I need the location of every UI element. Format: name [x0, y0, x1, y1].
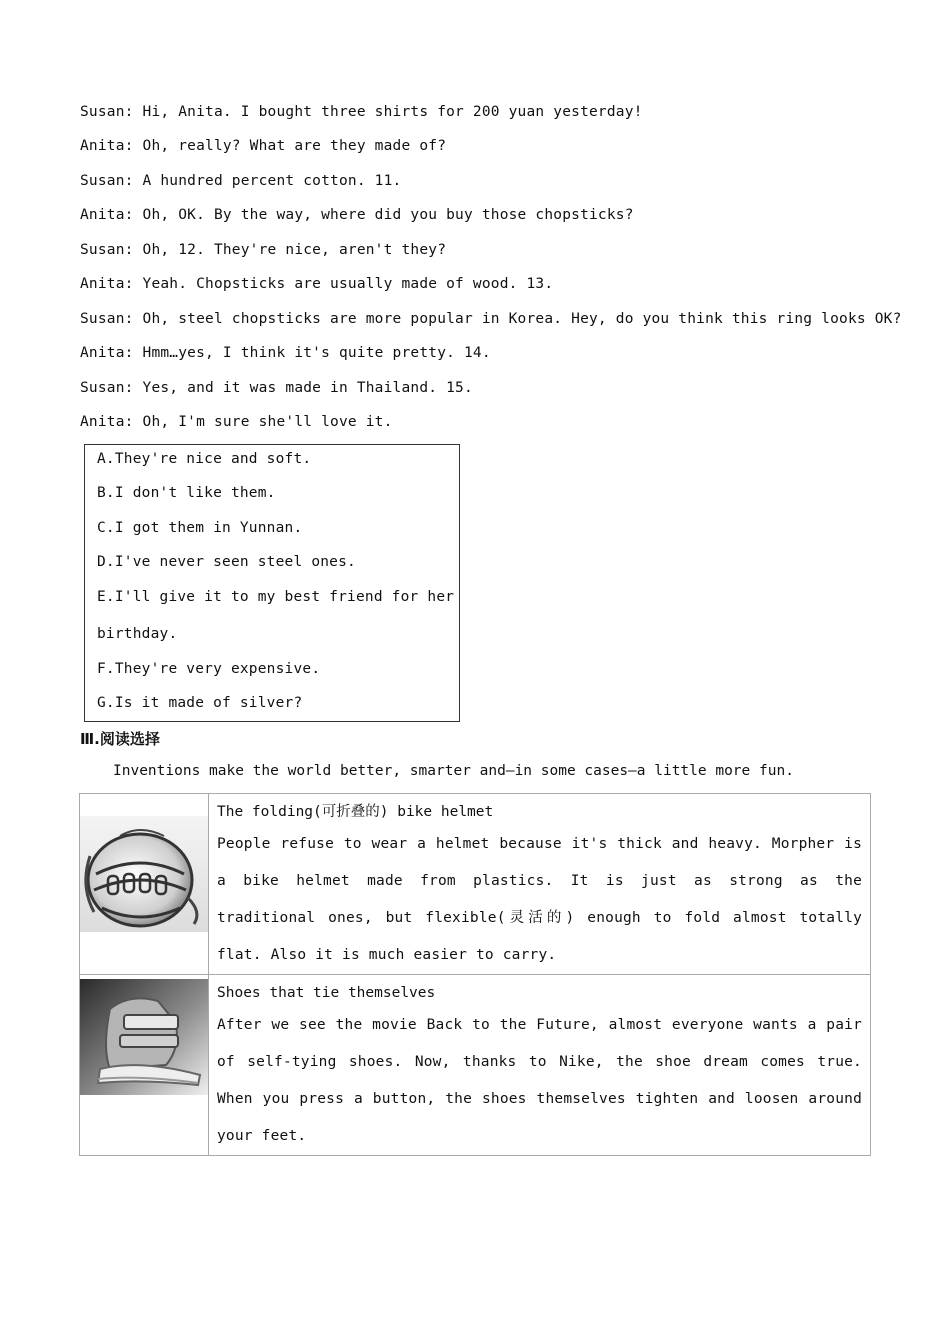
option-a: A.They're nice and soft.	[97, 451, 312, 467]
helmet-title: The folding(可折叠的) bike helmet	[217, 804, 494, 820]
helmet-text-cell	[209, 794, 871, 975]
shoe-photo-icon	[80, 979, 208, 1095]
dialogue-line-2: Anita: Oh, really? What are they made of?	[80, 138, 447, 154]
section-intro: Inventions make the world better, smarter and—in some cases—a little more fun.	[113, 763, 794, 779]
option-f: F.They're very expensive.	[97, 661, 321, 677]
dialogue-line-9: Susan: Yes, and it was made in Thailand. 15.	[80, 380, 473, 396]
option-g: G.Is it made of silver?	[97, 695, 303, 711]
shoes-text-cell	[209, 975, 871, 1156]
section-title: Ⅲ.阅读选择	[80, 730, 160, 748]
option-c: C.I got them in Yunnan.	[97, 520, 303, 536]
dialogue-line-3: Susan: A hundred percent cotton. 11.	[80, 173, 402, 189]
dialogue-line-5: Susan: Oh, 12. They're nice, aren't they?	[80, 242, 447, 258]
inventions-table	[79, 793, 871, 1156]
shoe-image-cell	[80, 975, 209, 1156]
helmet-description: People refuse to wear a helmet because it's thick and heavy. Morpher is a bike helmet made from plastics. It is just as strong as the traditional ones, but flexible(灵活的) enough to fold almost totally flat. Also it is much easier to carry.	[217, 836, 862, 963]
invention-row-helmet	[80, 794, 871, 975]
dialogue-line-6: Anita: Yeah. Chopsticks are usually made of wood. 13.	[80, 276, 554, 292]
option-e-line-1: E.I'll give it to my best friend for her	[97, 589, 455, 605]
option-d: D.I've never seen steel ones.	[97, 554, 356, 570]
dialogue-line-10: Anita: Oh, I'm sure she'll love it.	[80, 414, 393, 430]
dialogue-line-7: Susan: Oh, steel chopsticks are more popular in Korea. Hey, do you think this ring looks OK?	[80, 311, 902, 327]
dialogue-line-1: Susan: Hi, Anita. I bought three shirts for 200 yuan yesterday!	[80, 104, 643, 120]
dialogue-line-8: Anita: Hmm…yes, I think it's quite pretty. 14.	[80, 345, 491, 361]
shoes-title: Shoes that tie themselves	[217, 985, 436, 1001]
options-box	[84, 444, 460, 722]
option-e-line-2: birthday.	[97, 626, 178, 642]
helmet-photo-icon	[80, 816, 208, 932]
helmet-image-cell	[80, 794, 209, 975]
option-b: B.I don't like them.	[97, 485, 276, 501]
dialogue-line-4: Anita: Oh, OK. By the way, where did you buy those chopsticks?	[80, 207, 634, 223]
invention-row-shoes	[80, 975, 871, 1156]
shoes-description: After we see the movie Back to the Future, almost everyone wants a pair of self-tying shoes. Now, thanks to Nike, the shoe dream comes true. When you press a button, the shoes themselves tighten and loosen around your feet.	[217, 1017, 862, 1144]
